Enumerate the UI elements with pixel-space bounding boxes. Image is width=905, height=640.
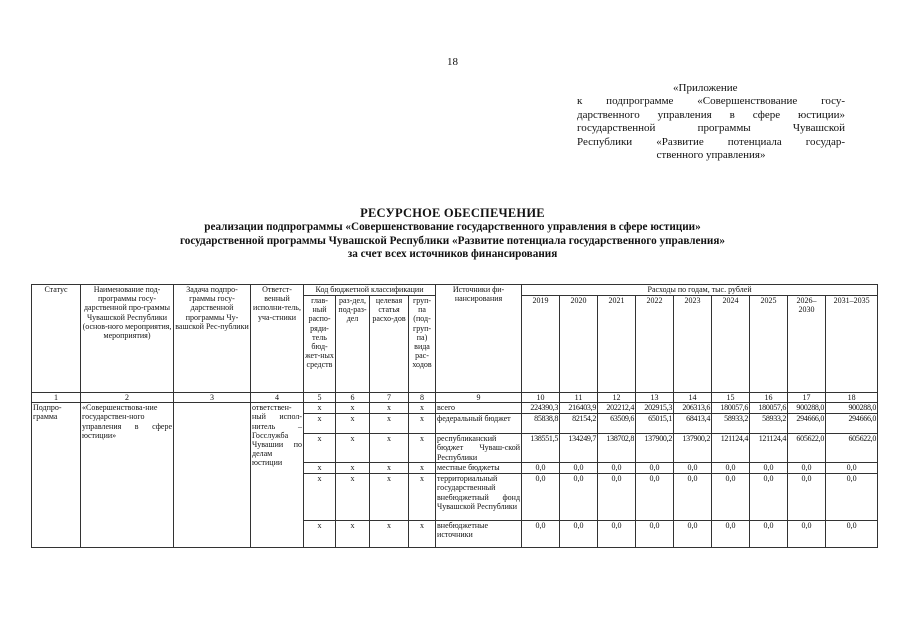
value-cell: 0,0 [598, 521, 636, 548]
value-cell: 216403,9 [560, 403, 598, 414]
column-number: 2 [81, 393, 174, 403]
column-number: 11 [560, 393, 598, 403]
status-cell: Подпро-грамма [32, 403, 81, 548]
column-number-row [32, 393, 878, 403]
code-cell: х [370, 463, 409, 474]
header-code-section: раз-дел, под-раз-дел [336, 296, 370, 393]
column-number: 4 [251, 393, 304, 403]
code-cell: х [304, 403, 336, 414]
value-cell: 58933,2 [712, 414, 750, 434]
appendix-line: дарственного управления в сфере юстиции» [577, 108, 845, 121]
column-number: 16 [750, 393, 788, 403]
column-number: 7 [370, 393, 409, 403]
column-number: 3 [174, 393, 251, 403]
value-cell: 0,0 [750, 521, 788, 548]
value-cell: 0,0 [826, 463, 878, 474]
value-cell: 0,0 [712, 463, 750, 474]
value-cell: 82154,2 [560, 414, 598, 434]
value-cell: 0,0 [750, 474, 788, 521]
heading-line: реализации подпрограммы «Совершенствование государственного управления в сфере юстиции» [204, 221, 701, 233]
header-task: Задача подпро-граммы госу-дарственной программы Чу-вашской Рес-публики [174, 285, 251, 393]
header-year: 2019 [522, 296, 560, 393]
heading-title: РЕСУРСНОЕ ОБЕСПЕЧЕНИЕ [360, 206, 545, 220]
column-number: 8 [409, 393, 436, 403]
header-expenses: Расходы по годам, тыс. рублей [522, 285, 878, 296]
value-cell: 605622,0 [826, 434, 878, 463]
value-cell: 0,0 [560, 521, 598, 548]
value-cell: 0,0 [560, 474, 598, 521]
value-cell: 0,0 [674, 463, 712, 474]
page-number: 18 [447, 56, 458, 68]
column-number: 14 [674, 393, 712, 403]
code-cell: х [304, 463, 336, 474]
value-cell: 0,0 [598, 474, 636, 521]
code-cell: х [370, 403, 409, 414]
header-year: 2023 [674, 296, 712, 393]
header-year: 2025 [750, 296, 788, 393]
code-cell: х [304, 434, 336, 463]
code-cell: х [336, 434, 370, 463]
column-number: 10 [522, 393, 560, 403]
value-cell: 134249,7 [560, 434, 598, 463]
code-cell: х [304, 414, 336, 434]
appendix-note [577, 82, 845, 162]
table-row [32, 403, 878, 414]
value-cell: 0,0 [826, 521, 878, 548]
value-cell: 0,0 [712, 521, 750, 548]
value-cell: 202915,3 [636, 403, 674, 414]
value-cell: 180057,6 [750, 403, 788, 414]
value-cell: 0,0 [826, 474, 878, 521]
task-cell [174, 403, 251, 548]
source-cell: местные бюджеты [436, 463, 522, 474]
resource-table [31, 284, 878, 548]
value-cell: 68413,4 [674, 414, 712, 434]
code-cell: х [336, 414, 370, 434]
header-budget-code: Код бюджетной классификации [304, 285, 436, 296]
header-name: Наименование под-программы госу-дарственной про-граммы Чувашской Республики (основ-ного мероприятия, мероприятия) [81, 285, 174, 393]
value-cell: 121124,4 [750, 434, 788, 463]
value-cell: 0,0 [636, 521, 674, 548]
header-year: 2020 [560, 296, 598, 393]
value-cell: 58933,2 [750, 414, 788, 434]
heading-line: за счет всех источников финансирования [347, 248, 558, 260]
code-cell: х [304, 521, 336, 548]
column-number: 18 [826, 393, 878, 403]
value-cell: 900288,0 [826, 403, 878, 414]
value-cell: 138702,8 [598, 434, 636, 463]
code-cell: х [336, 474, 370, 521]
code-cell: х [370, 474, 409, 521]
value-cell: 0,0 [674, 521, 712, 548]
document-heading [0, 206, 905, 262]
value-cell: 0,0 [636, 463, 674, 474]
header-year: 2024 [712, 296, 750, 393]
column-number: 5 [304, 393, 336, 403]
column-number: 12 [598, 393, 636, 403]
header-responsible: Ответст-венный исполни-тель, уча-стники [251, 285, 304, 393]
value-cell: 0,0 [636, 474, 674, 521]
header-code-target: целевая статья расхо-дов [370, 296, 409, 393]
value-cell: 180057,6 [712, 403, 750, 414]
appendix-line: «Приложение [673, 82, 738, 94]
value-cell: 294666,0 [788, 414, 826, 434]
column-number: 6 [336, 393, 370, 403]
code-cell: х [409, 403, 436, 414]
header-year: 2026–2030 [788, 296, 826, 393]
value-cell: 137900,2 [636, 434, 674, 463]
value-cell: 138551,5 [522, 434, 560, 463]
value-cell: 65015,1 [636, 414, 674, 434]
value-cell: 137900,2 [674, 434, 712, 463]
code-cell: х [304, 474, 336, 521]
column-number: 9 [436, 393, 522, 403]
source-cell: федеральный бюджет [436, 414, 522, 434]
value-cell: 294666,0 [826, 414, 878, 434]
value-cell: 224390,3 [522, 403, 560, 414]
code-cell: х [336, 403, 370, 414]
appendix-line: ственного управления» [656, 149, 766, 162]
heading-line: государственной программы Чувашской Республики «Развитие потенциала государственного управления» [179, 234, 726, 247]
value-cell: 0,0 [598, 463, 636, 474]
code-cell: х [370, 414, 409, 434]
value-cell: 0,0 [750, 463, 788, 474]
value-cell: 0,0 [788, 463, 826, 474]
value-cell: 206313,6 [674, 403, 712, 414]
source-cell: территориальный государственный внебюджетный фонд Чувашской Республики [436, 474, 522, 521]
header-year: 2021 [598, 296, 636, 393]
value-cell: 85838,8 [522, 414, 560, 434]
subprogram-name-cell: «Совершенствова-ние государствен-ного управления в сфере юстиции» [81, 403, 174, 548]
value-cell: 0,0 [788, 474, 826, 521]
source-cell: внебюджетные источники [436, 521, 522, 548]
header-status: Статус [32, 285, 81, 393]
source-cell: республиканский бюджет Чуваш-ской Республики [437, 434, 521, 462]
column-number: 15 [712, 393, 750, 403]
value-cell: 121124,4 [712, 434, 750, 463]
value-cell: 0,0 [522, 463, 560, 474]
header-code-main: глав-ный распо-ряди-тель бюд-жет-ных средств [304, 296, 336, 393]
code-cell: х [409, 434, 436, 463]
responsible-cell: ответствен-ный испол-нитель – Госслужба Чувашии по делам юстиции [251, 403, 304, 548]
value-cell: 0,0 [674, 474, 712, 521]
column-number: 17 [788, 393, 826, 403]
header-code-group: груп-па (под-груп-па) вида рас-ходов [409, 296, 436, 393]
value-cell: 900288,0 [788, 403, 826, 414]
code-cell: х [336, 521, 370, 548]
header-year: 2031–2035 [826, 296, 878, 393]
column-number: 1 [32, 393, 81, 403]
code-cell: х [409, 521, 436, 548]
column-number: 13 [636, 393, 674, 403]
appendix-line: Республики «Развитие потенциала государ- [577, 135, 845, 148]
value-cell: 605622,0 [788, 434, 826, 463]
code-cell: х [409, 474, 436, 521]
value-cell: 0,0 [712, 474, 750, 521]
code-cell: х [336, 463, 370, 474]
appendix-line: к подпрограмме «Совершенствование госу- [577, 95, 845, 108]
code-cell: х [409, 463, 436, 474]
value-cell: 0,0 [560, 463, 598, 474]
appendix-line: государственной программы Чувашской [577, 122, 845, 135]
code-cell: х [409, 414, 436, 434]
value-cell: 0,0 [522, 521, 560, 548]
value-cell: 0,0 [522, 474, 560, 521]
header-year: 2022 [636, 296, 674, 393]
header-sources: Источники фи-нансирования [436, 285, 522, 393]
code-cell: х [370, 521, 409, 548]
value-cell: 0,0 [788, 521, 826, 548]
source-cell: всего [436, 403, 522, 414]
code-cell: х [370, 434, 409, 463]
value-cell: 63509,6 [598, 414, 636, 434]
value-cell: 202212,4 [598, 403, 636, 414]
